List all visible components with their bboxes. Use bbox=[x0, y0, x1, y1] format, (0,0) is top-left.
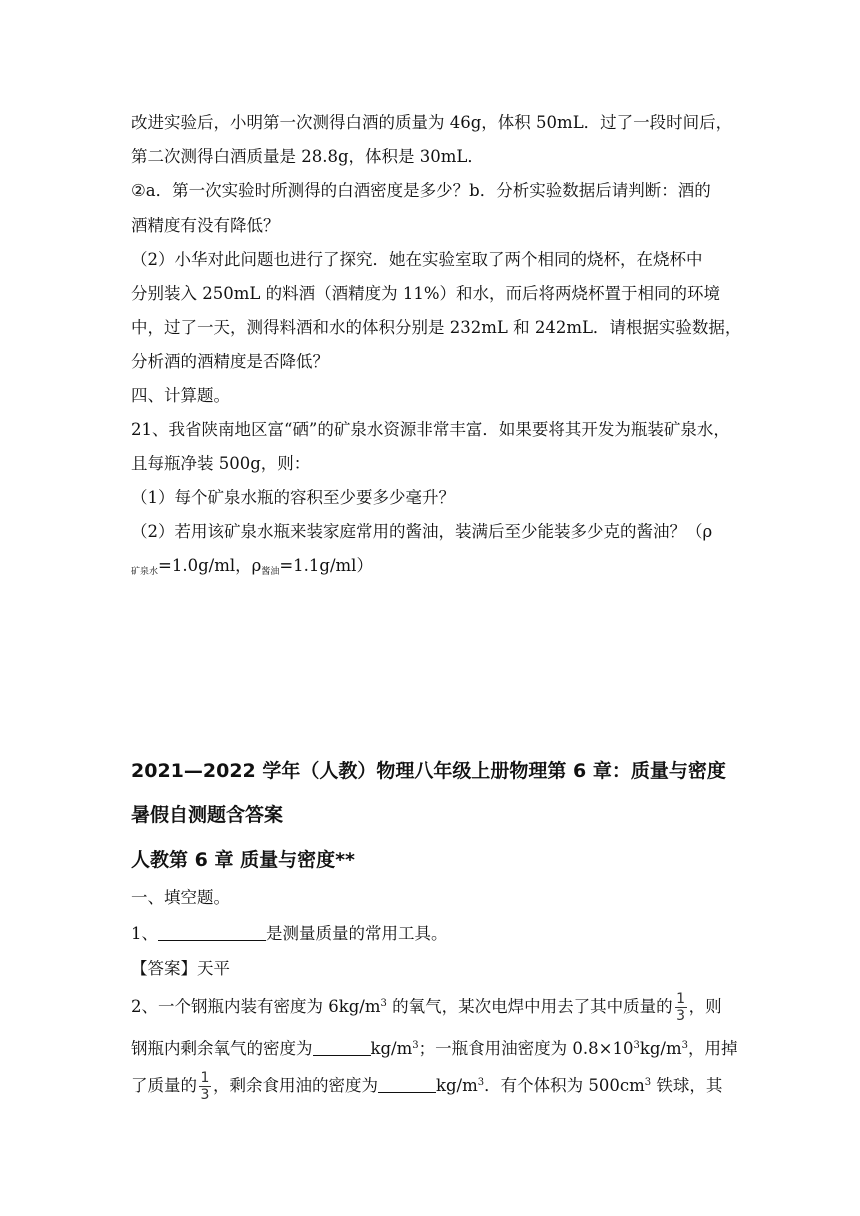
paragraph-line: 且每瓶净装 500g，则： bbox=[131, 454, 311, 473]
document-title: 2021—2022 学年（人教）物理八年级上册物理第 6 章：质量与密度 bbox=[131, 760, 726, 782]
text-fragment: 2、一个钢瓶内装有密度为 6kg/m bbox=[131, 997, 381, 1016]
text-fragment: kg/m bbox=[436, 1076, 478, 1095]
subscript: 矿泉水 bbox=[131, 567, 159, 577]
text-fragment: 的氧气，某次电焊中用去了其中质量的 bbox=[386, 997, 673, 1016]
answer-blank bbox=[313, 1039, 371, 1056]
chapter-heading: 人教第 6 章 质量与密度** bbox=[131, 849, 355, 871]
paragraph-line: 改进实验后，小明第一次测得白酒的质量为 46g，体积 50mL．过了一段时间后， bbox=[131, 113, 733, 132]
document-title-line2: 暑假自测题含答案 bbox=[131, 804, 284, 826]
question-1 bbox=[131, 922, 448, 946]
question-21-part2: （2）若用该矿泉水瓶来装家庭常用的酱油，装满后至少能装多少克的酱油？（ρ bbox=[131, 522, 713, 541]
paragraph-line: ②a．第一次实验时所测得的白酒密度是多少？b．分析实验数据后请判断：酒的 bbox=[131, 181, 711, 200]
text-fragment: =1.1g/ml） bbox=[279, 556, 373, 575]
text-fragment: ，则 bbox=[688, 997, 722, 1016]
question-2-line3 bbox=[131, 1064, 722, 1102]
text-fragment: kg/m bbox=[639, 1039, 682, 1058]
text-fragment: ；一瓶食用油密度为 0.8×10 bbox=[418, 1039, 634, 1058]
text-fragment: 钢瓶内剩余氧气的密度为 bbox=[131, 1039, 313, 1058]
question-2 bbox=[131, 987, 722, 1024]
paragraph-line: 分析酒的酒精度是否降低？ bbox=[131, 352, 329, 371]
text-fragment: 了质量的 bbox=[131, 1076, 197, 1095]
answer-blank bbox=[158, 924, 266, 941]
fraction-denominator: 3 bbox=[676, 1008, 686, 1024]
paragraph-line: 分别装入 250mL 的料酒（酒精度为 11%）和水，而后将两烧杯置于相同的环境 bbox=[131, 284, 721, 303]
text-fragment: 1、 bbox=[131, 924, 158, 943]
text-fragment: 是测量质量的常用工具。 bbox=[266, 924, 448, 943]
text-fragment: =1.0g/ml，ρ bbox=[158, 556, 262, 575]
fraction-denominator: 3 bbox=[200, 1087, 210, 1103]
superscript: 3 bbox=[380, 998, 387, 1009]
paragraph-line: 中，过了一天，测得料酒和水的体积分别是 232mL 和 242mL．请根据实验数据， bbox=[131, 318, 742, 337]
subscript: 酱油 bbox=[261, 567, 280, 577]
superscript: 3 bbox=[633, 1040, 640, 1051]
superscript: 3 bbox=[681, 1040, 688, 1051]
density-values bbox=[131, 554, 373, 584]
text-fragment: kg/m bbox=[370, 1039, 413, 1058]
question-21: 21、我省陕南地区富“硒”的矿泉水资源非常丰富．如果要将其开发为瓶装矿泉水， bbox=[131, 420, 730, 439]
fraction-numerator: 1 bbox=[200, 1070, 210, 1086]
answer-blank bbox=[378, 1076, 436, 1093]
question-21-part1: （1）每个矿泉水瓶的容积至少要多少毫升？ bbox=[131, 488, 455, 507]
paragraph-line: （2）小华对此问题也进行了探究．她在实验室取了两个相同的烧杯，在烧杯中 bbox=[131, 250, 703, 269]
section-heading: 四、计算题。 bbox=[131, 386, 230, 405]
fraction-numerator: 1 bbox=[676, 991, 686, 1007]
superscript: 3 bbox=[644, 1077, 652, 1088]
text-fragment: ．有个体积为 500cm bbox=[484, 1076, 645, 1095]
text-fragment: ，用掉 bbox=[687, 1039, 738, 1058]
paragraph-line: 第二次测得白酒质量是 28.8g，体积是 30mL． bbox=[131, 147, 484, 166]
paragraph-line: 酒精度有没有降低？ bbox=[131, 216, 280, 235]
superscript: 3 bbox=[412, 1040, 419, 1051]
question-2-line2 bbox=[131, 1034, 737, 1061]
superscript: 3 bbox=[477, 1077, 485, 1088]
fraction-one-third bbox=[675, 992, 687, 1023]
text-fragment: 铁球，其 bbox=[651, 1076, 723, 1095]
fraction-one-third bbox=[199, 1071, 211, 1102]
answer-1: 【答案】天平 bbox=[131, 959, 230, 978]
section-heading: 一、填空题。 bbox=[131, 888, 230, 907]
text-fragment: ，剩余食用油的密度为 bbox=[213, 1076, 378, 1095]
